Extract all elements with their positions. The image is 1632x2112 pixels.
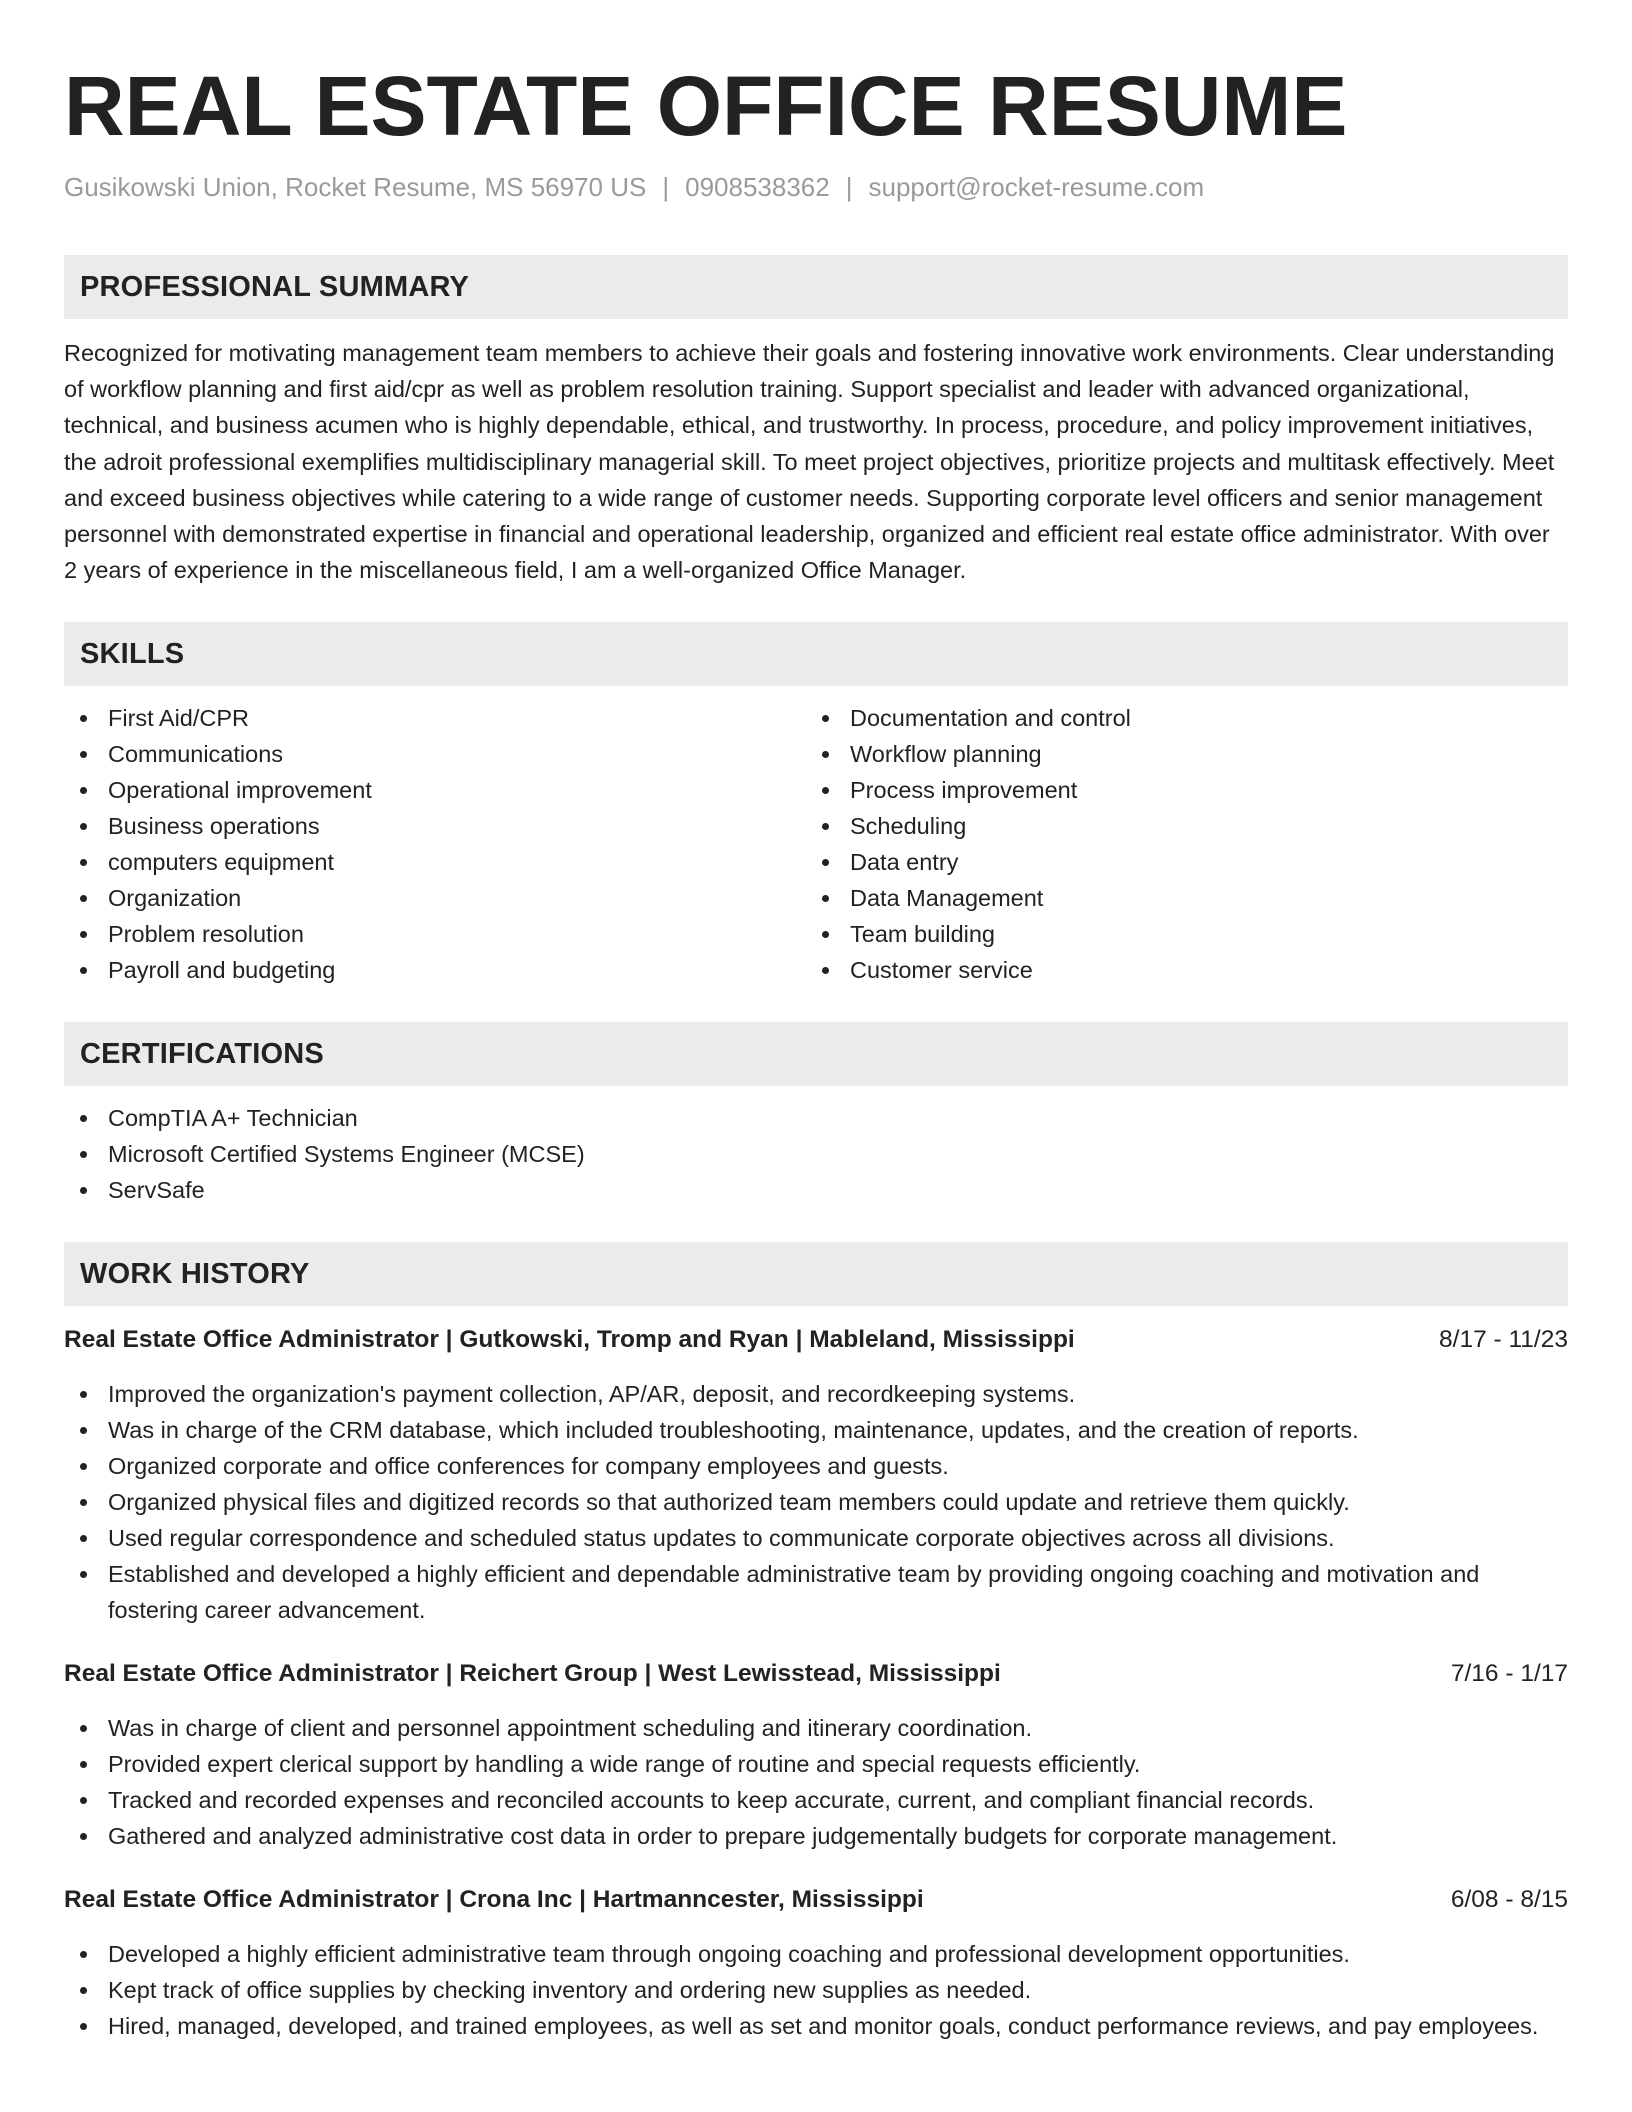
job-bullet: Kept track of office supplies by checking inventory and ordering new supplies as needed. [64,1972,1568,2008]
summary-text: Recognized for motivating management team members to achieve their goals and fostering innovative work environments. Clear understanding of workflow planning and first aid/cpr as well as problem resolution training. Support specialist and leader with advanced organizational, technical, and business acumen who is highly dependable, ethical, and trustworthy. In process, procedure, and policy improvement initiatives, the adroit professional exemplifies multidisciplinary managerial skill. To meet project objectives, prioritize projects and multitask effectively. Meet and exceed business objectives while catering to a wide range of customer needs. Supporting corporate level officers and senior management personnel with demonstrated expertise in financial and operational leadership, organized and efficient real estate office administrator. With over 2 years of experience in the miscellaneous field, I am a well-organized Office Manager. [64,340,1555,584]
skill-item: computers equipment [64,844,806,880]
job-header [64,1882,1568,1918]
job-bullet: Organized corporate and office conferences for company employees and guests. [64,1448,1568,1484]
job-bullet: Gathered and analyzed administrative cost data in order to prepare judgementally budgets for corporate management. [64,1818,1568,1854]
contact-separator: | [662,172,670,202]
job-header [64,1656,1568,1692]
job-entry [64,1322,1568,1628]
contact-phone[interactable]: 0908538362 [685,172,830,202]
job-bullet-list [64,1376,1568,1628]
job-title: Real Estate Office Administrator | Crona Inc | Hartmanncester, Mississippi [64,1886,924,1914]
skills-grid [64,686,1568,988]
job-dates: 7/16 - 1/17 [1450,1660,1568,1688]
skill-item: Workflow planning [806,736,1131,772]
skill-item: Process improvement [806,772,1131,808]
skill-item: Operational improvement [64,772,806,808]
job-dates: 6/08 - 8/15 [1450,1886,1568,1914]
job-header [64,1322,1568,1358]
job-bullet-list [64,1710,1568,1854]
section-heading-certifications: CERTIFICATIONS [64,1022,1568,1086]
contact-email[interactable]: support@rocket-resume.com [868,172,1205,202]
job-bullet: Was in charge of client and personnel appointment scheduling and itinerary coordination. [64,1710,1568,1746]
skill-item: Data Management [806,880,1131,916]
skill-item: Documentation and control [806,700,1131,736]
contact-line [64,170,1568,204]
job-bullet: Hired, managed, developed, and trained employees, as well as set and monitor goals, conduct performance reviews, and pay employees. [64,2008,1568,2044]
skills-column-right [806,700,1131,988]
job-entry [64,1882,1568,2044]
section-heading-work-history: WORK HISTORY [64,1242,1568,1306]
resume-title: REAL ESTATE OFFICE RESUME [64,59,1348,153]
skill-item: Team building [806,916,1131,952]
section-heading-skills: SKILLS [64,622,1568,686]
certification-item: Microsoft Certified Systems Engineer (MCSE) [64,1136,1568,1172]
skill-item: Organization [64,880,806,916]
section-heading-summary: PROFESSIONAL SUMMARY [64,255,1568,319]
job-bullet: Improved the organization's payment collection, AP/AR, deposit, and recordkeeping systems. [64,1376,1568,1412]
job-bullet: Provided expert clerical support by handling a wide range of routine and special requests efficiently. [64,1746,1568,1782]
skill-item: First Aid/CPR [64,700,806,736]
job-bullet: Used regular correspondence and scheduled status updates to communicate corporate objectives across all divisions. [64,1520,1568,1556]
skills-column-left [64,700,806,988]
certification-item: CompTIA A+ Technician [64,1100,1568,1136]
job-bullet: Tracked and recorded expenses and reconciled accounts to keep accurate, current, and compliant financial records. [64,1782,1568,1818]
skill-item: Business operations [64,808,806,844]
job-bullet-list [64,1936,1568,2044]
skill-item: Customer service [806,952,1131,988]
contact-separator: | [845,172,853,202]
job-title: Real Estate Office Administrator | Gutkowski, Tromp and Ryan | Mableland, Mississippi [64,1326,1075,1354]
job-title: Real Estate Office Administrator | Reichert Group | West Lewisstead, Mississippi [64,1660,1001,1688]
job-bullet: Organized physical files and digitized records so that authorized team members could update and retrieve them quickly. [64,1484,1568,1520]
skill-item: Data entry [806,844,1131,880]
skill-item: Scheduling [806,808,1131,844]
job-dates: 8/17 - 11/23 [1439,1326,1568,1354]
job-entry [64,1656,1568,1854]
certifications-list [64,1100,1568,1208]
job-bullet: Was in charge of the CRM database, which included troubleshooting, maintenance, updates, and the creation of reports. [64,1412,1568,1448]
job-bullet: Developed a highly efficient administrative team through ongoing coaching and professional development opportunities. [64,1936,1568,1972]
skill-item: Problem resolution [64,916,806,952]
job-bullet: Established and developed a highly efficient and dependable administrative team by providing ongoing coaching and motivation and fostering career advancement. [64,1556,1568,1628]
contact-address: Gusikowski Union, Rocket Resume, MS 56970 US [64,172,647,202]
skill-item: Payroll and budgeting [64,952,806,988]
certification-item: ServSafe [64,1172,1568,1208]
skill-item: Communications [64,736,806,772]
